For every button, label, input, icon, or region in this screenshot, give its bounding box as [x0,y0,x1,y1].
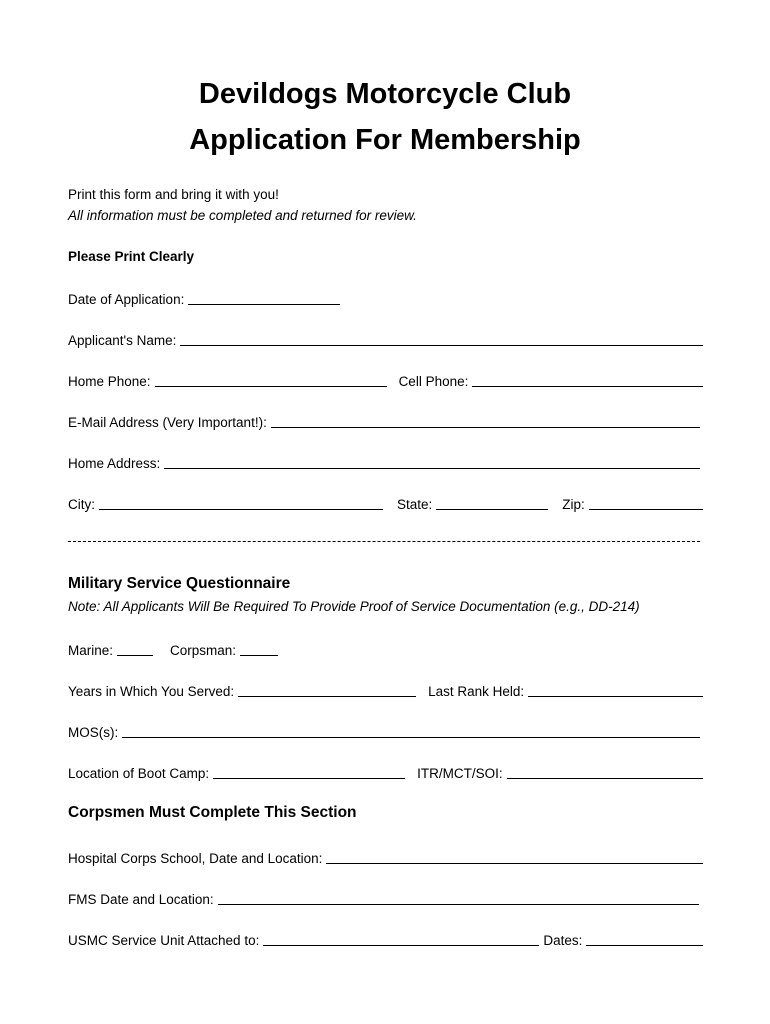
applicant-name-label: Applicant's Name: [68,333,177,348]
fms-field[interactable] [218,890,699,905]
corpsman-field[interactable] [240,641,278,656]
unit-field[interactable] [263,931,539,946]
email-row [68,410,700,430]
itr-field[interactable] [507,764,703,779]
military-note: Note: All Applicants Will Be Required To Provide Proof of Service Documentation (e.g., DD-214) [68,599,640,614]
email-label: E-Mail Address (Very Important!): [68,415,267,430]
school-field[interactable] [326,849,703,864]
home-address-row [68,451,700,471]
city-label: City: [68,497,95,512]
home-address-label: Home Address: [68,456,161,471]
state-label: State: [397,497,433,512]
date-of-application-row [68,287,703,307]
last-rank-label: Last Rank Held: [428,684,525,699]
mos-label: MOS(s): [68,725,119,740]
itr-label: ITR/MCT/SOI: [417,766,503,781]
form-title-line2: Application For Membership [189,124,581,156]
mos-field[interactable] [122,723,700,738]
home-phone-label: Home Phone: [68,374,151,389]
years-served-field[interactable] [238,682,416,697]
years-rank-row [68,679,703,699]
fms-row [68,887,699,907]
applicant-name-row [68,328,703,348]
email-field[interactable] [271,413,700,428]
corpsmen-heading: Corpsmen Must Complete This Section [68,804,357,821]
military-heading: Military Service Questionnaire [68,575,291,592]
dates-field[interactable] [586,931,703,946]
unit-label: USMC Service Unit Attached to: [68,933,260,948]
unit-dates-row [68,928,703,948]
home-address-field[interactable] [164,454,700,469]
applicant-name-field[interactable] [180,331,703,346]
zip-label: Zip: [562,497,585,512]
dates-label: Dates: [543,933,583,948]
marine-field[interactable] [117,641,153,656]
print-clearly-label: Please Print Clearly [68,249,195,264]
zip-field[interactable] [589,495,703,510]
boot-camp-itr-row [68,761,703,781]
marine-corpsman-row [68,638,703,658]
corpsman-label: Corpsman: [170,643,237,658]
section-divider [68,541,700,542]
form-title-line1: Devildogs Motorcycle Club [198,78,572,110]
city-state-zip-row [68,492,703,512]
fms-label: FMS Date and Location: [68,892,214,907]
info-note: All information must be completed and returned for review. [68,208,417,223]
school-row [68,846,703,866]
cell-phone-label: Cell Phone: [398,374,469,389]
state-field[interactable] [436,495,548,510]
city-field[interactable] [99,495,383,510]
boot-camp-field[interactable] [213,764,405,779]
boot-camp-label: Location of Boot Camp: [68,766,210,781]
date-of-application-field[interactable] [188,290,340,305]
marine-label: Marine: [68,643,114,658]
print-note: Print this form and bring it with you! [68,187,279,202]
phone-row [68,369,703,389]
school-label: Hospital Corps School, Date and Location: [68,851,323,866]
home-phone-field[interactable] [155,372,387,387]
date-of-application-label: Date of Application: [68,292,185,307]
mos-row [68,720,700,740]
last-rank-field[interactable] [528,682,703,697]
years-served-label: Years in Which You Served: [68,684,235,699]
cell-phone-field[interactable] [472,372,703,387]
